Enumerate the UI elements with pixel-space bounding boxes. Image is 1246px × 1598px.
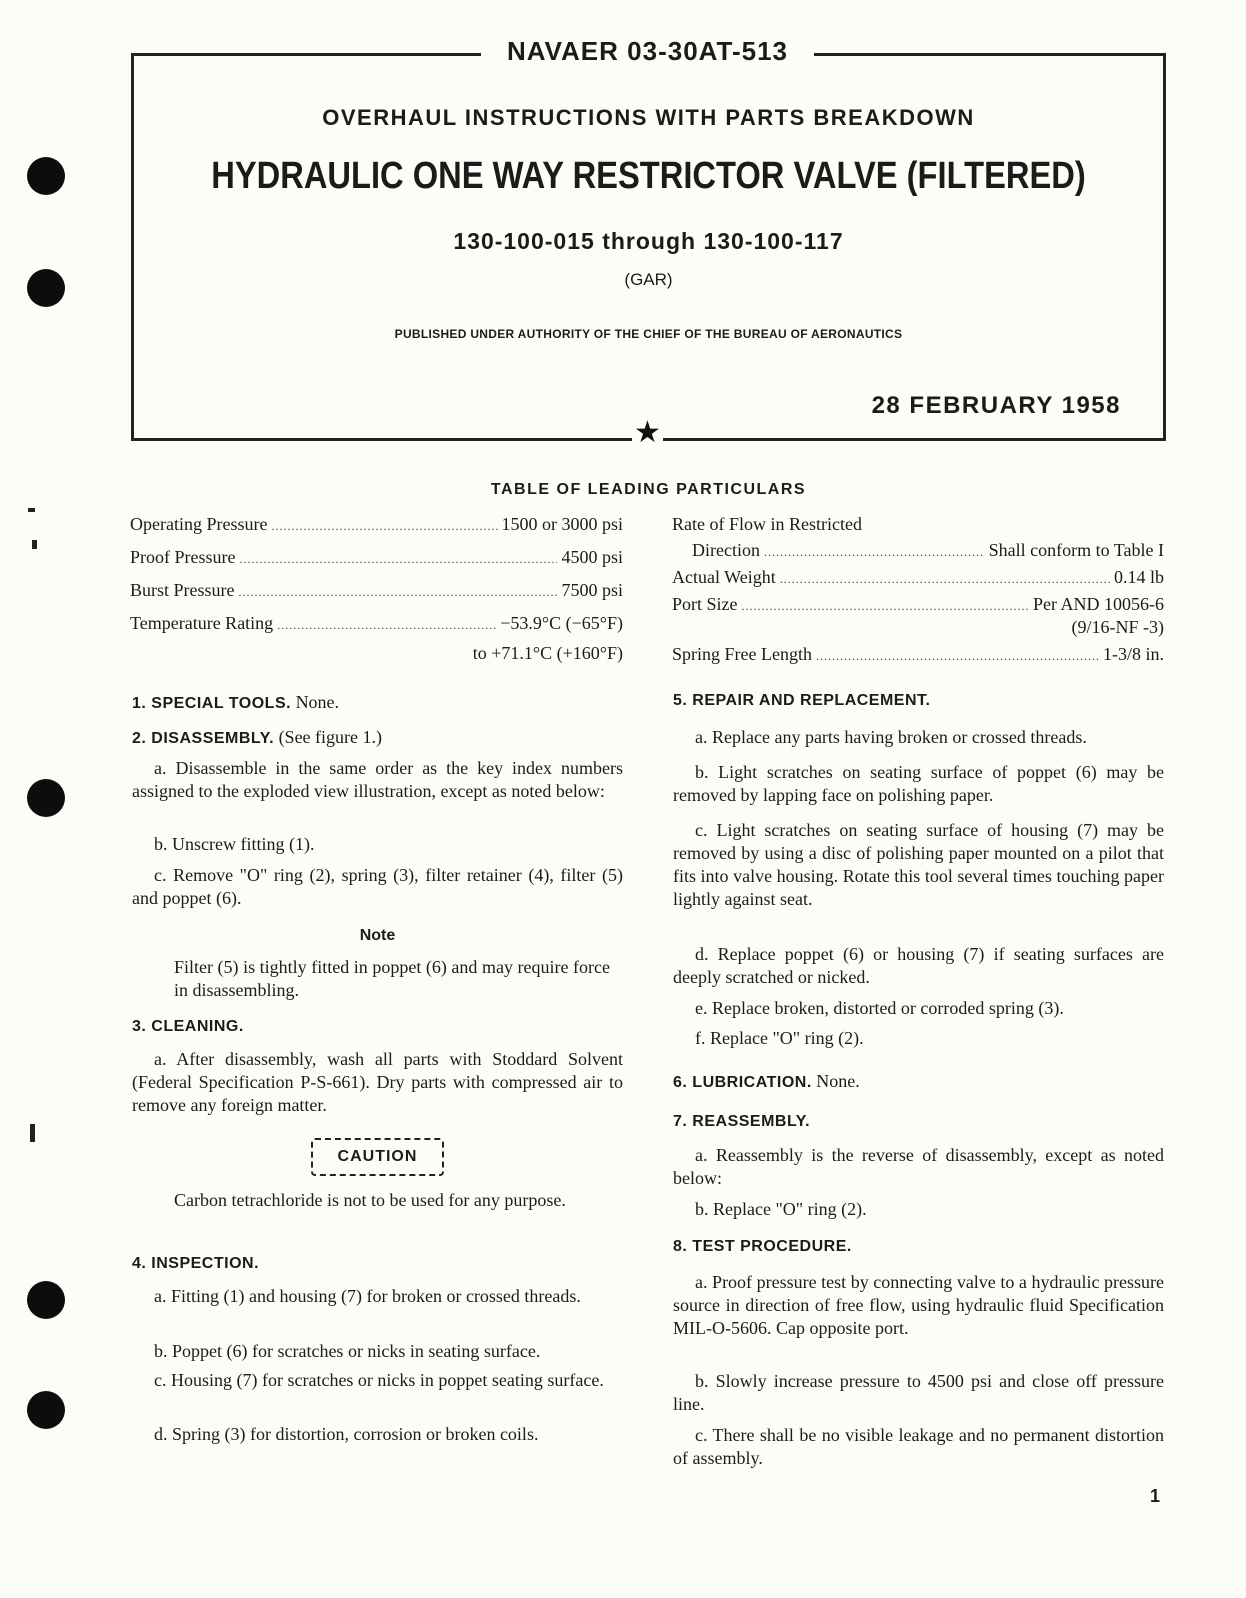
particular-value: 1-3/8 in.: [1103, 644, 1164, 664]
particular-row: [130, 547, 623, 568]
leader-dots: [816, 649, 1099, 664]
particular-label: Rate of Flow in Restricted: [672, 514, 862, 534]
leader-dots: [277, 618, 496, 633]
particular-label: Proof Pressure: [130, 547, 236, 567]
section-heading-test-procedure: 8. TEST PROCEDURE.: [673, 1238, 852, 1255]
document-number: NAVAER 03-30AT-513: [507, 36, 788, 66]
paragraph: a. Proof pressure test by connecting valve to a hydraulic pressure source in direction of free flow, using hydraulic fluid Specification MIL-O-5606. Cap opposite port.: [673, 1272, 1164, 1338]
particular-continuation: (9/16-NF -3): [1071, 617, 1164, 637]
leader-dots: [239, 585, 558, 600]
particular-row: [672, 567, 1164, 588]
paragraph: a. Disassemble in the same order as the key index numbers assigned to the exploded view illustration, except as noted below:: [132, 758, 623, 801]
part-numbers: 130-100-015 through 130-100-117: [453, 228, 844, 254]
caution-label: CAUTION: [311, 1138, 444, 1176]
particular-value: Per AND 10056-6: [1033, 594, 1164, 614]
section-heading-disassembly: 2. DISASSEMBLY. (See figure 1.): [132, 727, 383, 747]
particular-value: 7500 psi: [561, 580, 623, 600]
particular-sublabel: Direction: [692, 540, 760, 560]
particular-label: Operating Pressure: [130, 514, 268, 534]
scan-mark: [32, 540, 37, 549]
particular-row: [672, 514, 1164, 535]
paragraph: a. Reassembly is the reverse of disassembly, except as noted below:: [673, 1145, 1164, 1188]
paragraph: c. Housing (7) for scratches or nicks in poppet seating surface.: [154, 1370, 604, 1390]
section-heading-inspection: 4. INSPECTION.: [132, 1255, 260, 1272]
binder-hole: [27, 779, 65, 817]
leader-dots: [780, 572, 1110, 587]
document-title: HYDRAULIC ONE WAY RESTRICTOR VALVE (FILTERED): [211, 155, 1086, 197]
particular-row: [130, 580, 623, 601]
particular-value: 4500 psi: [561, 547, 623, 567]
particular-value: 0.14 lb: [1113, 567, 1164, 587]
publication-date: 28 FEBRUARY 1958: [871, 392, 1121, 419]
paragraph: d. Spring (3) for distortion, corrosion or broken coils.: [154, 1424, 539, 1444]
section-heading-special-tools: 1. SPECIAL TOOLS. None.: [132, 692, 340, 712]
paragraph: a. After disassembly, wash all parts with Stoddard Solvent (Federal Specification P-S-661). Dry parts with compressed air to remove any foreign matter.: [132, 1049, 623, 1115]
document-subtitle: OVERHAUL INSTRUCTIONS WITH PARTS BREAKDOWN: [322, 105, 975, 130]
binder-hole: [27, 269, 65, 307]
particular-row: [130, 613, 623, 634]
paragraph: c. There shall be no visible leakage and no permanent distortion of assembly.: [673, 1425, 1164, 1468]
note-heading: Note: [359, 927, 396, 944]
section-heading-reassembly: 7. REASSEMBLY.: [673, 1113, 811, 1130]
binder-hole: [27, 1281, 65, 1319]
particular-row: [672, 644, 1164, 665]
leading-particulars-title: TABLE OF LEADING PARTICULARS: [490, 481, 807, 498]
particular-value: Shall conform to Table I: [988, 540, 1164, 560]
caution-text: Carbon tetrachloride is not to be used for any purpose.: [174, 1190, 566, 1210]
section-heading-repair: 5. REPAIR AND REPLACEMENT.: [673, 692, 931, 709]
particular-label: Actual Weight: [672, 567, 776, 587]
star-icon: ★: [634, 416, 661, 449]
scan-mark: [30, 1124, 35, 1142]
paragraph: f. Replace "O" ring (2).: [695, 1028, 864, 1048]
section-heading-cleaning: 3. CLEANING.: [132, 1018, 244, 1035]
leader-dots: [271, 519, 497, 534]
binder-hole: [27, 157, 65, 195]
paragraph: b. Poppet (6) for scratches or nicks in seating surface.: [154, 1341, 541, 1361]
particular-continuation: to +71.1°C (+160°F): [472, 643, 623, 663]
binder-hole: [27, 1391, 65, 1429]
note-text: Filter (5) is tightly fitted in poppet (6) and may require force in disassembling.: [174, 957, 610, 1000]
paragraph: b. Unscrew fitting (1).: [154, 834, 315, 854]
particular-row: [672, 540, 1164, 561]
particular-row: [672, 594, 1164, 615]
particular-row: [130, 514, 623, 535]
paragraph: a. Fitting (1) and housing (7) for broken or crossed threads.: [154, 1286, 581, 1306]
leader-dots: [764, 545, 985, 560]
paragraph: a. Replace any parts having broken or crossed threads.: [695, 727, 1087, 747]
leader-dots: [742, 599, 1030, 614]
particular-value: 1500 or 3000 psi: [501, 514, 623, 534]
paragraph: b. Replace "O" ring (2).: [695, 1199, 867, 1219]
paragraph: e. Replace broken, distorted or corroded spring (3).: [695, 998, 1064, 1018]
section-heading-lubrication: 6. LUBRICATION. None.: [673, 1071, 860, 1091]
authority-line: PUBLISHED UNDER AUTHORITY OF THE CHIEF OF THE BUREAU OF AERONAUTICS: [394, 327, 903, 341]
particular-label: Spring Free Length: [672, 644, 812, 664]
paragraph: b. Slowly increase pressure to 4500 psi and close off pressure line.: [673, 1371, 1164, 1414]
leader-dots: [240, 552, 558, 567]
particular-label: Burst Pressure: [130, 580, 235, 600]
particular-label: Temperature Rating: [130, 613, 274, 633]
manufacturer-code: (GAR): [624, 270, 673, 289]
particular-label: Port Size: [672, 594, 738, 614]
paragraph: d. Replace poppet (6) or housing (7) if seating surfaces are deeply scratched or nicked.: [673, 944, 1164, 987]
paragraph: c. Remove "O" ring (2), spring (3), filter retainer (4), filter (5) and poppet (6).: [132, 865, 623, 908]
paragraph: b. Light scratches on seating surface of poppet (6) may be removed by lapping face on polishing paper.: [673, 762, 1164, 805]
scan-mark: [28, 508, 35, 512]
paragraph: c. Light scratches on seating surface of housing (7) may be removed by using a disc of polishing paper mounted on a pilot that fits into valve housing. Rotate this tool several times touching paper lightly against seat.: [673, 820, 1164, 909]
particular-value: −53.9°C (−65°F): [500, 613, 623, 633]
page-number: 1: [1150, 1486, 1161, 1506]
